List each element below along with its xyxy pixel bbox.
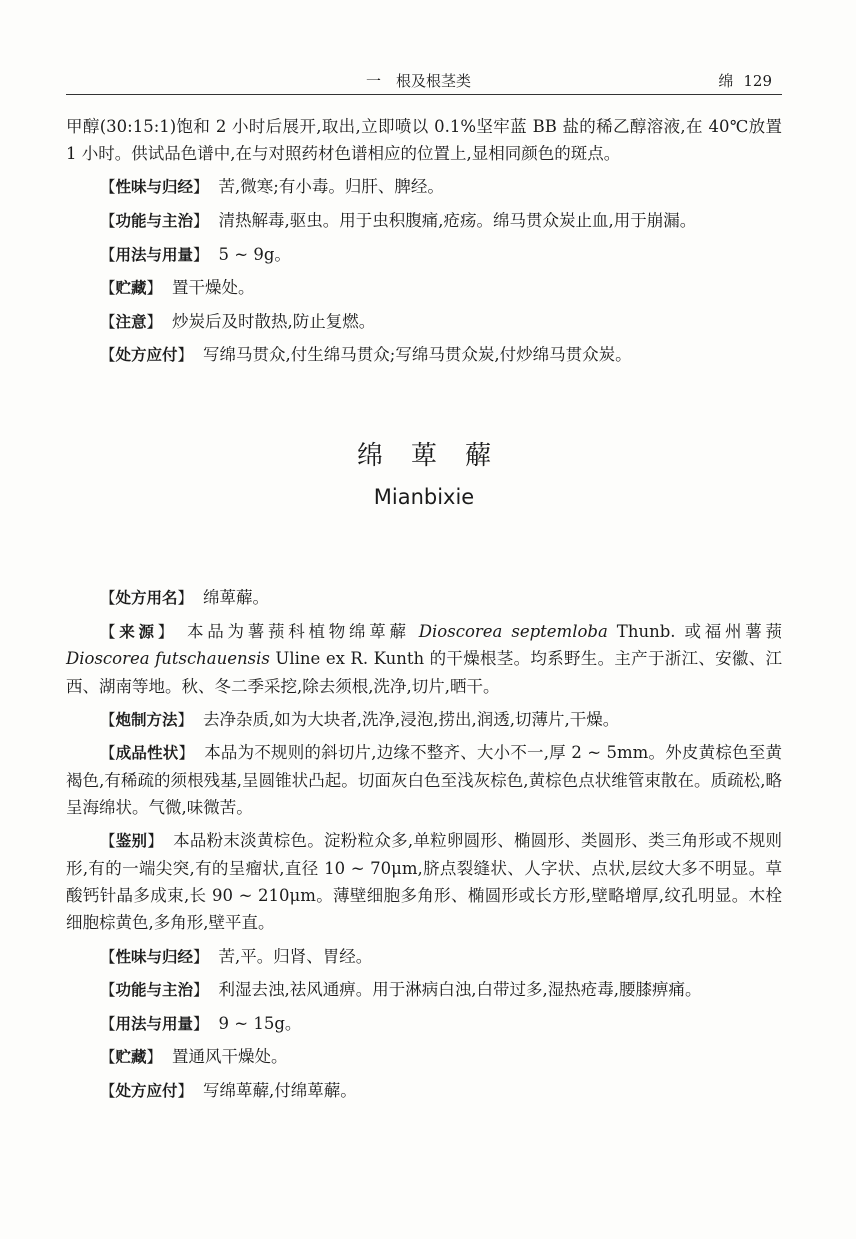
- prescription-name-item: [66, 584, 782, 612]
- source-text: 本品为薯蓣科植物绵萆薢: [187, 621, 419, 641]
- monograph-title: 绵萆薢: [356, 440, 519, 471]
- source-text: Uline ex R. Kunth 的干燥根茎。均系野生。主产于浙江、安徽、江西、湖南等地。秋、冬二季采挖,除去须根,洗净,切片,晒干。: [66, 649, 782, 696]
- item-label: 【注意】: [100, 312, 163, 331]
- source-item: [66, 618, 782, 700]
- latin-name: Dioscorea futschauensis: [66, 649, 270, 669]
- section-title: 一 根及根茎类: [366, 72, 472, 90]
- item-label: 【性味与归经】: [100, 178, 209, 197]
- item-label: 【炮制方法】: [100, 710, 194, 729]
- page-marker: [718, 70, 772, 91]
- continued-item: [66, 308, 782, 336]
- source-text: Thunb. 或福州薯蓣: [607, 621, 782, 641]
- item-text: 清热解毒,驱虫。用于虫积腹痛,疮疡。绵马贯众炭止血,用于崩漏。: [218, 211, 697, 230]
- item-text: 5 ~ 9g。: [218, 244, 291, 264]
- continued-item: [66, 207, 782, 235]
- usage-item: [66, 1010, 782, 1038]
- item-label: 【功能与主治】: [100, 212, 209, 230]
- item-text: 置干燥处。: [172, 278, 255, 298]
- item-label: 【用法与用量】: [100, 245, 209, 264]
- processing-item: [66, 706, 782, 734]
- item-text: 绵萆薢。: [203, 588, 270, 608]
- item-text: 置通风干燥处。: [172, 1047, 288, 1067]
- dispensing-item: [66, 1077, 782, 1105]
- item-text: 本品粉末淡黄棕色。淀粉粒众多,单粒卵圆形、椭圆形、类圆形、类三角形或不规则形,有的一端尖突,有的呈瘤状,直径 10 ~ 70μm,脐点裂缝状、人字状、点状,层纹大多不明显。草酸钙针晶多成束,长 90 ~ 210μm。薄壁细胞多角形、椭圆形或长方形,壁略增厚,纹孔明显。木栓细胞棕黄色,多角形,壁平直。: [66, 831, 782, 933]
- item-label: 【处方应付】: [100, 346, 194, 365]
- item-label: 【贮藏】: [100, 279, 163, 298]
- latin-name: Dioscorea septemloba: [418, 621, 608, 641]
- item-text: 炒炭后及时散热,防止复燃。: [172, 311, 376, 331]
- item-label: 【来源】: [100, 622, 178, 641]
- item-text: 苦,微寒;有小毒。归肝、脾经。: [218, 177, 444, 197]
- continued-item: [66, 173, 782, 201]
- continued-paragraph: 甲醇(30:15:1)饱和 2 小时后展开,取出,立即喷以 0.1%坚牢蓝 BB 盐的稀乙醇溶液,在 40℃放置 1 小时。供试品色谱中,在与对照药材色谱相应的位置上,显相同颜色的斑点。: [66, 117, 782, 164]
- page-body: [66, 113, 782, 1111]
- item-text: 写绵马贯众,付生绵马贯众;写绵马贯众炭,付炒绵马贯众炭。: [203, 345, 632, 365]
- item-label: 【贮藏】: [100, 1048, 163, 1067]
- item-text: 去净杂质,如为大块者,洗净,浸泡,捞出,润透,切薄片,干燥。: [203, 709, 620, 729]
- item-text: 利湿去浊,祛风通痹。用于淋病白浊,白带过多,湿热疮毒,腰膝痹痛。: [218, 980, 702, 1000]
- running-char: 绵: [718, 72, 734, 90]
- continued-item: [66, 241, 782, 269]
- item-text: 写绵萆薢,付绵萆薢。: [203, 1080, 357, 1100]
- identification-item: [66, 827, 782, 936]
- item-label: 【处方用名】: [100, 589, 194, 608]
- functions-item: [66, 976, 782, 1004]
- item-label: 【功能与主治】: [100, 981, 209, 1000]
- nature-item: [66, 943, 782, 971]
- item-label: 【成品性状】: [100, 744, 195, 763]
- item-label: 【用法与用量】: [100, 1014, 209, 1033]
- characters-item: [66, 739, 782, 821]
- monograph-heading: [66, 435, 782, 515]
- item-text: 苦,平。归肾、胃经。: [218, 946, 373, 966]
- monograph-pinyin: Mianbixie: [373, 484, 475, 509]
- item-text: 本品为不规则的斜切片,边缘不整齐、大小不一,厚 2 ~ 5mm。外皮黄棕色至黄褐色,有稀疏的须根残基,呈圆锥状凸起。切面灰白色至浅灰棕色,黄棕色点状维管束散在。质疏松,略呈海绵状。气微,味微苦。: [66, 743, 782, 818]
- continued-item: [66, 274, 782, 302]
- running-header: [66, 64, 782, 95]
- item-label: 【性味与归经】: [100, 947, 209, 966]
- item-label: 【处方应付】: [100, 1081, 194, 1100]
- item-text: 9 ~ 15g。: [218, 1013, 302, 1033]
- continued-item: [66, 341, 782, 369]
- storage-item: [66, 1043, 782, 1071]
- item-label: 【鉴别】: [100, 832, 164, 851]
- page-number: 129: [743, 72, 772, 90]
